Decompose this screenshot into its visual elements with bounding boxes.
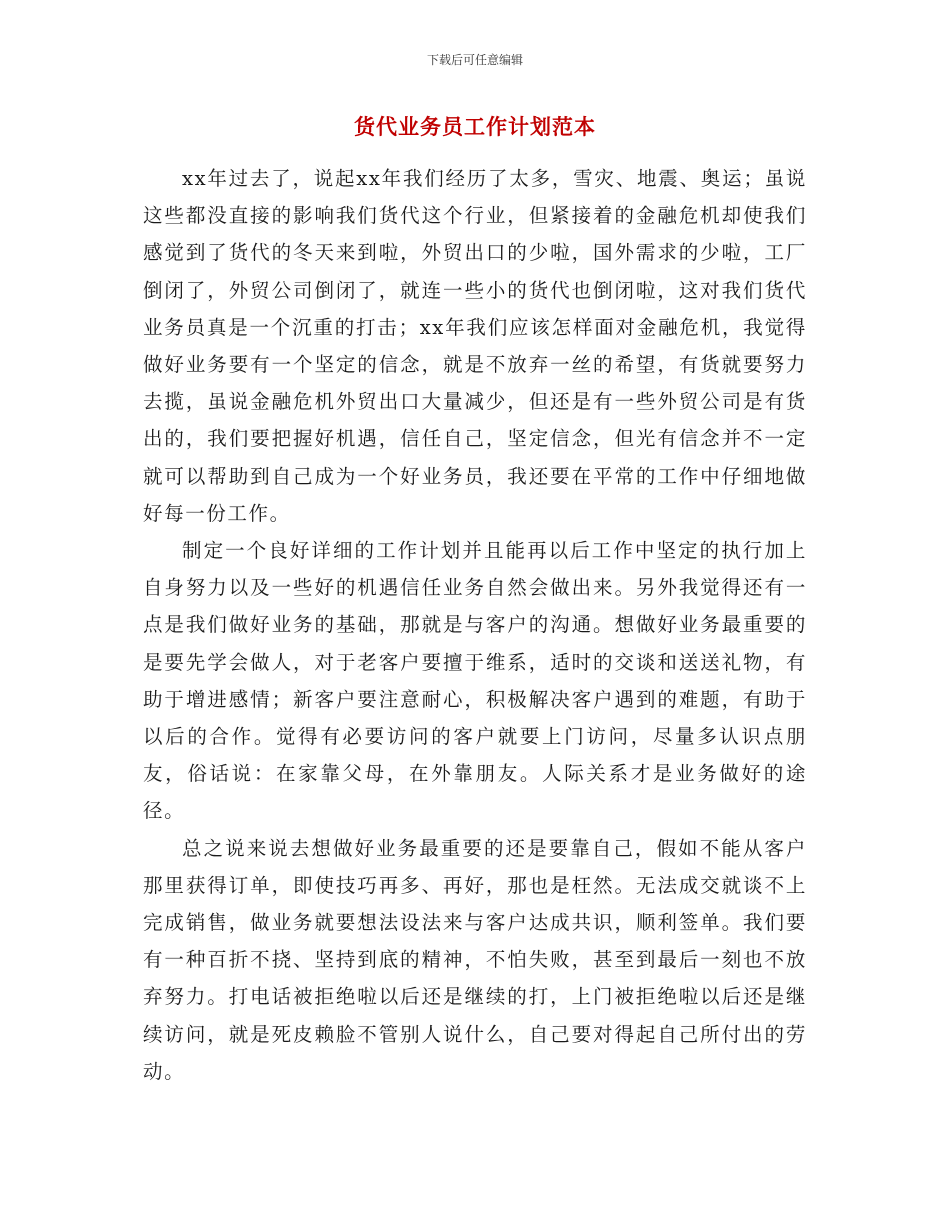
page-header-note: 下载后可任意编辑 <box>426 53 523 67</box>
document-body <box>143 160 807 1090</box>
paragraph-3: 总之说来说去想做好业务最重要的还是要靠自己，假如不能从客户那里获得订单，即使技巧再多、再好，那也是枉然。无法成交就谈不上完成销售，做业务就要想法设法来与客户达成共识，顺利签单。我们要有一种百折不挠、坚持到底的精神，不怕失败，甚至到最后一刻也不放弃努力。打电话被拒绝啦以后还是继续的打，上门被拒绝啦以后还是继续访问，就是死皮赖脸不管别人说什么，自己要对得起自己所付出的劳动。 <box>143 836 807 1083</box>
paragraph-1: xx年过去了，说起xx年我们经历了太多，雪灾、地震、奥运；虽说这些都没直接的影响我们货代这个行业，但紧接着的金融危机却使我们感觉到了货代的冬天来到啦，外贸出口的少啦，国外需求的少啦，工厂倒闭了，外贸公司倒闭了，就连一些小的货代也倒闭啦，这对我们货代业务员真是一个沉重的打击；xx年我们应该怎样面对金融危机，我觉得做好业务要有一个坚定的信念，就是不放弃一丝的希望，有货就要努力去揽，虽说金融危机外贸出口大量减少，但还是有一些外贸公司是有货出的，我们要把握好机遇，信任自己，坚定信念，但光有信念并不一定就可以帮助到自己成为一个好业务员，我还要在平常的工作中仔细地做好每一份工作。 <box>143 167 807 525</box>
paragraph-2: 制定一个良好详细的工作计划并且能再以后工作中坚定的执行加上自身努力以及一些好的机遇信任业务自然会做出来。另外我觉得还有一点是我们做好业务的基础，那就是与客户的沟通。想做好业务最重要的是要先学会做人，对于老客户要擅于维系，适时的交谈和送送礼物，有助于增进感情；新客户要注意耐心，积极解决客户遇到的难题，有助于以后的合作。觉得有必要访问的客户就要上门访问，尽量多认识点朋友，俗话说：在家靠父母，在外靠朋友。人际关系才是业务做好的途径。 <box>143 539 807 823</box>
document-title: 货代业务员工作计划范本 <box>354 115 596 139</box>
